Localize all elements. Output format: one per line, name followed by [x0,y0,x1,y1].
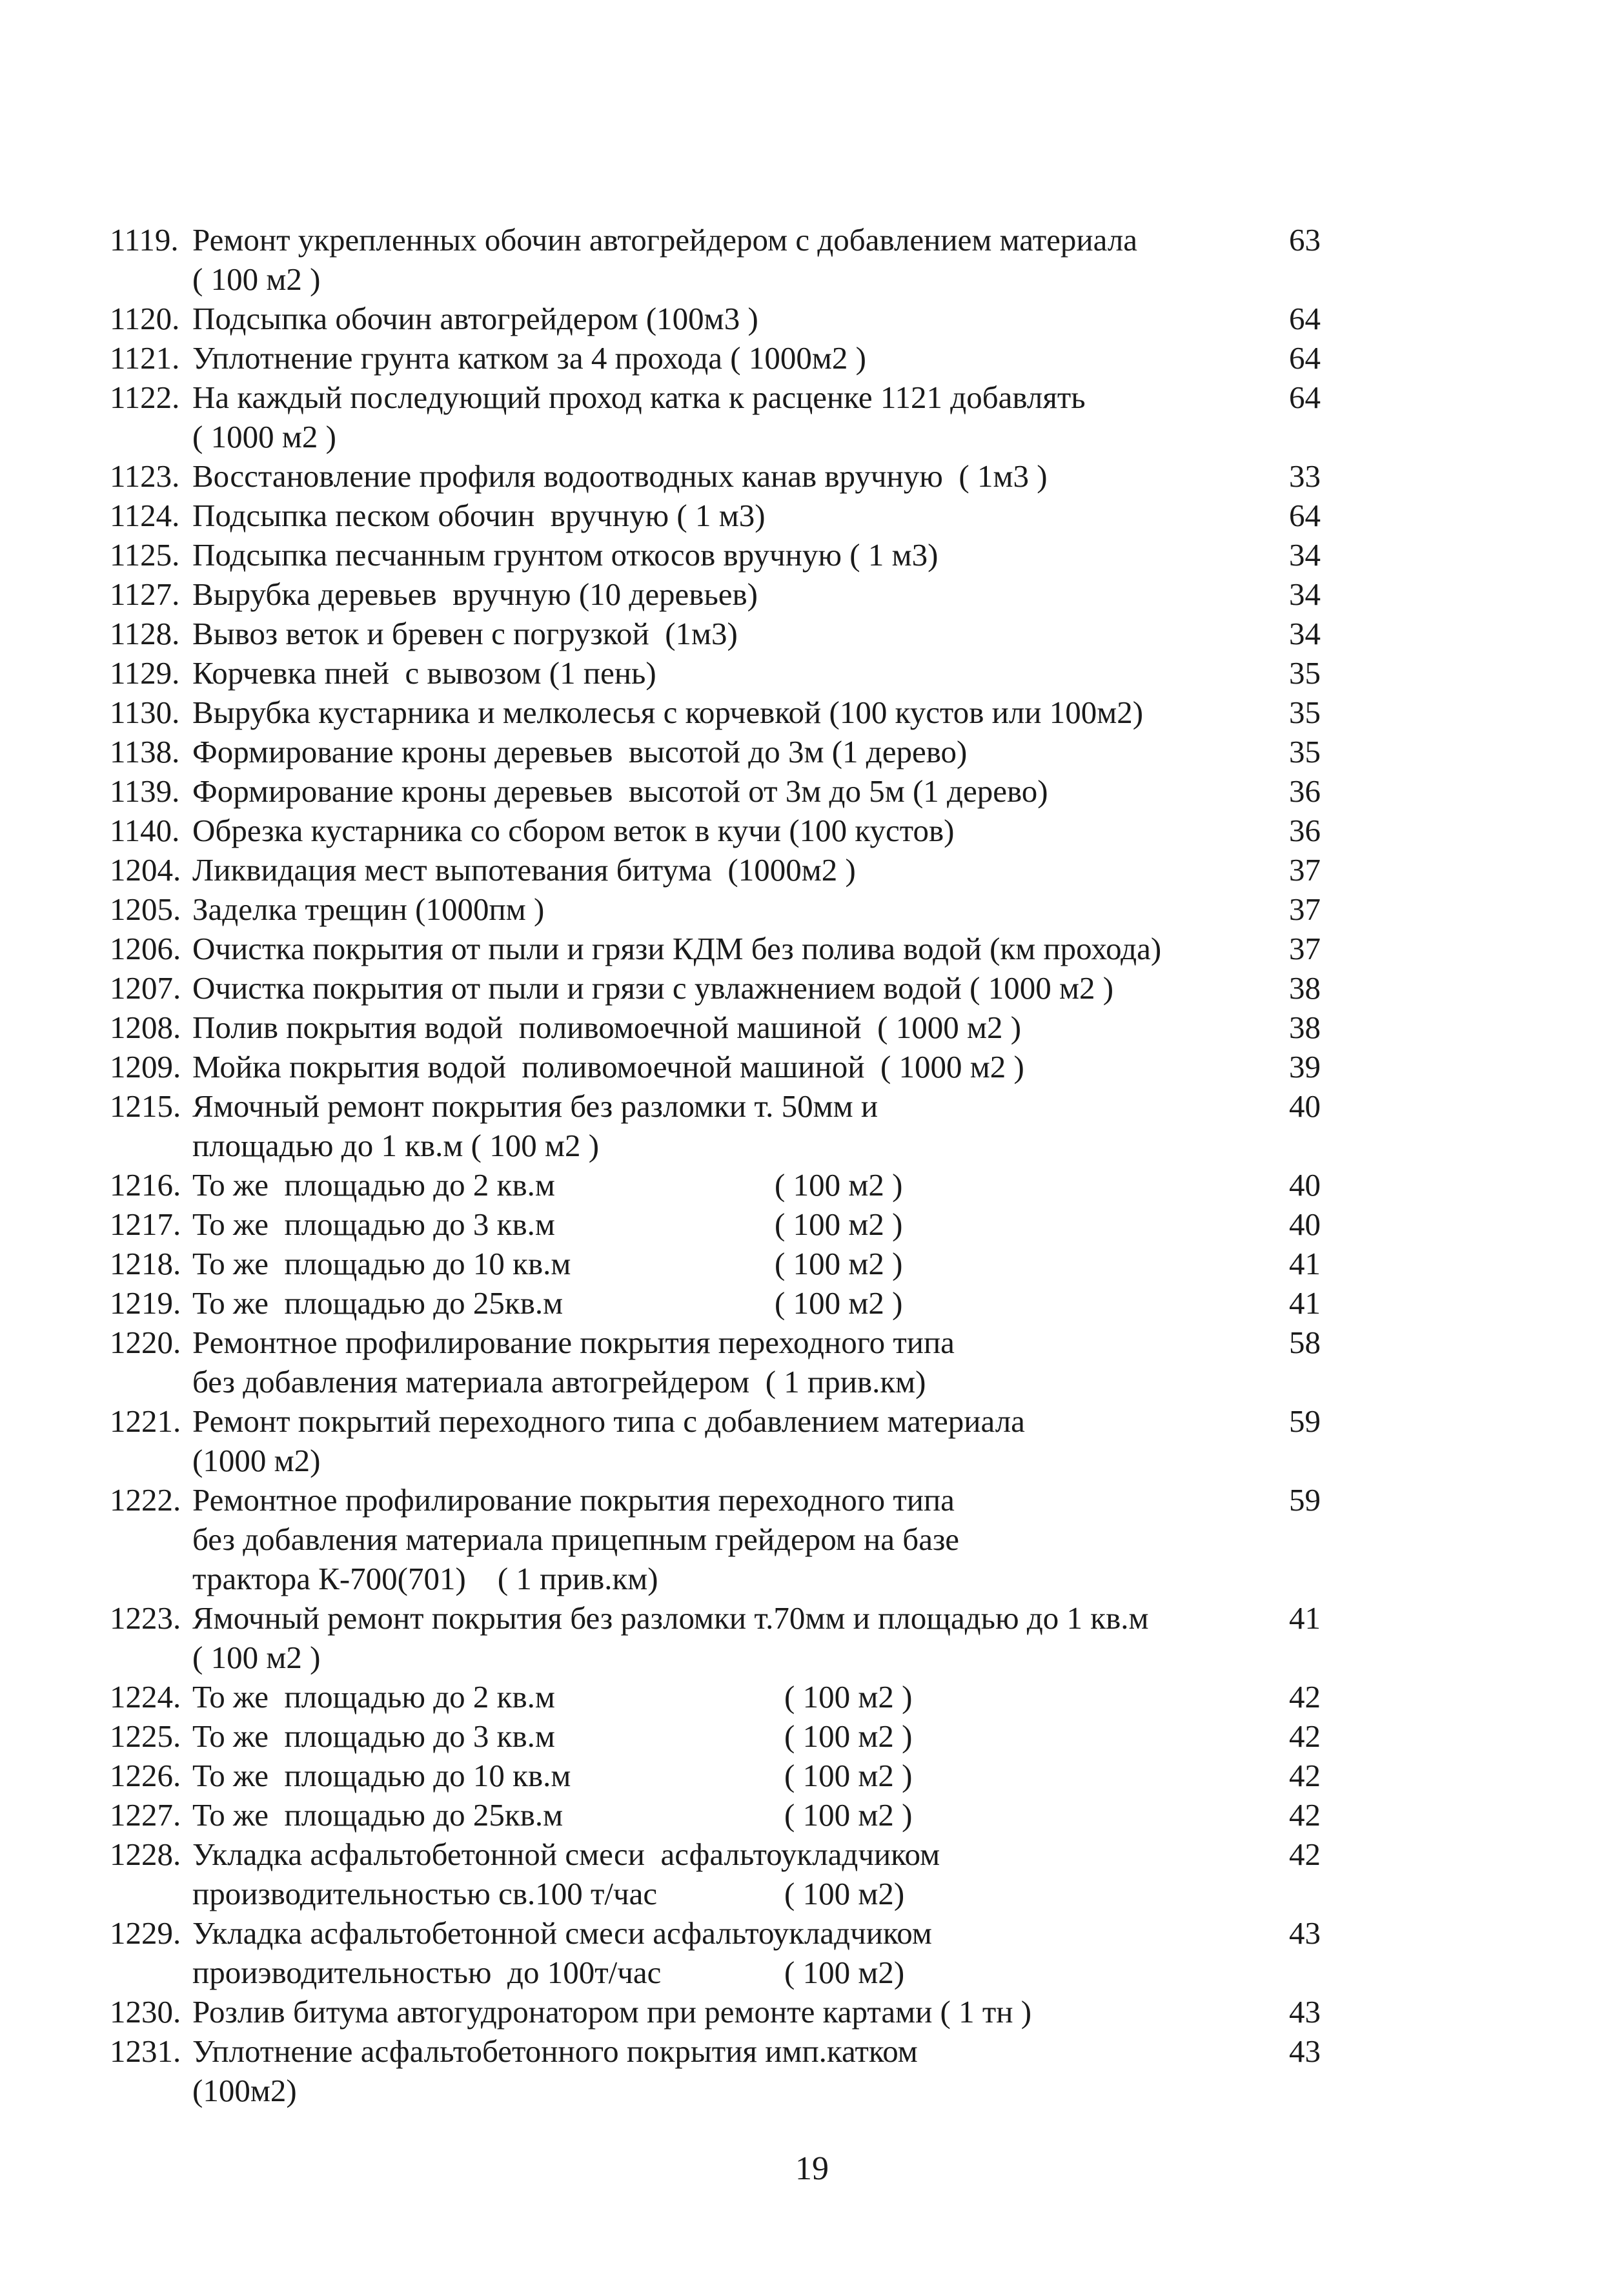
entry-line [0,1008,1624,1047]
entry-number: 1218. [110,1246,181,1281]
entry-line [0,1401,1624,1441]
entry-text: Уплотнение асфальтобетонного покрытия имп.катком [192,2033,918,2069]
entry-item [0,535,1624,575]
entry-text: без добавления материала прицепным грейдером на базе [192,1522,960,1557]
entry-number: 1124. [110,498,180,533]
entry-item [0,1165,1624,1205]
entry-item [0,614,1624,653]
entry-text: Ямочный ремонт покрытия без разломки т. 50мм и [192,1088,878,1124]
entry-text: Обрезка кустарника со сбором веток в кучи (100 кустов) [192,813,955,848]
entry-line [0,811,1624,850]
entry-item [0,1323,1624,1401]
entry-line [0,2031,1624,2071]
entry-unit: ( 100 м2 ) [784,1679,913,1715]
entry-text: (100м2) [192,2073,297,2108]
entry-item [0,1913,1624,1992]
entry-number: 1224. [110,1679,181,1715]
entry-text: Подсыпка обочин автогрейдером (100м3 ) [192,301,758,336]
entry-line [0,1441,1624,1480]
entry-text: Вырубка деревьев вручную (10 деревьев) [192,576,758,612]
entry-number: 1230. [110,1994,181,2030]
entry-item [0,1086,1624,1165]
entry-text: Полив покрытия водой поливомоечной машиной ( 1000 м2 ) [192,1010,1022,1045]
entry-text: Укладка асфальтобетонной смеси асфальтоукладчиком [192,1837,940,1872]
entry-page-ref: 40 [1289,1088,1321,1124]
entry-item [0,732,1624,771]
entry-line [0,456,1624,496]
entry-page-ref: 35 [1289,655,1321,691]
entry-page-ref: 43 [1289,1915,1321,1951]
entry-line [0,1638,1624,1677]
entry-number: 1217. [110,1206,181,1242]
entry-item [0,575,1624,614]
entry-number: 1119. [110,222,179,258]
entry-line [0,220,1624,260]
entry-page-ref: 41 [1289,1285,1321,1321]
entry-item [0,1756,1624,1795]
entry-page-ref: 63 [1289,222,1321,258]
entry-text: То же площадью до 3 кв.м [192,1718,555,1754]
entry-text: Формирование кроны деревьев высотой до 3м (1 дерево) [192,734,968,769]
entry-line [0,1362,1624,1401]
entry-page-ref: 42 [1289,1718,1321,1754]
entry-line [0,653,1624,693]
entry-line [0,1756,1624,1795]
entry-page-ref: 42 [1289,1837,1321,1872]
entry-item [0,1835,1624,1913]
page-number: 19 [795,2150,829,2187]
entry-unit: ( 100 м2 ) [775,1167,903,1203]
entry-number: 1229. [110,1915,181,1951]
entry-item [0,1244,1624,1283]
entry-number: 1231. [110,2033,181,2069]
entry-text: То же площадью до 10 кв.м [192,1246,571,1281]
entry-text: проиэводительностью до 100т/час [192,1955,662,1990]
entry-text: (1000 м2) [192,1443,321,1478]
entry-page-ref: 34 [1289,537,1321,573]
entry-item [0,496,1624,535]
entry-line [0,535,1624,575]
entry-text: Мойка покрытия водой поливомоечной машиной ( 1000 м2 ) [192,1049,1024,1084]
entry-text: Ремонт укрепленных обочин автогрейдером с добавлением материала [192,222,1138,258]
entry-item [0,378,1624,456]
entry-text: Формирование кроны деревьев высотой от 3м до 5м (1 дерево) [192,773,1048,809]
entry-line [0,1520,1624,1559]
entry-number: 1222. [110,1482,181,1518]
entry-line [0,1559,1624,1598]
entry-text: ( 100 м2 ) [192,261,321,297]
entry-text: Восстановление профиля водоотводных канав вручную ( 1м3 ) [192,458,1048,494]
entry-line [0,1716,1624,1756]
entry-line [0,1086,1624,1126]
entry-item [0,929,1624,968]
entry-item [0,338,1624,378]
entry-text: Очистка покрытия от пыли и грязи с увлажнением водой ( 1000 м2 ) [192,970,1114,1006]
entry-page-ref: 36 [1289,813,1321,848]
entry-item [0,1992,1624,2031]
entry-text: Ликвидация мест выпотевания битума (1000м2 ) [192,852,856,888]
entry-page-ref: 41 [1289,1246,1321,1281]
entry-number: 1125. [110,537,180,573]
entry-number: 1221. [110,1403,181,1439]
entry-number: 1204. [110,852,181,888]
entry-text: То же площадью до 2 кв.м [192,1679,555,1715]
entry-page-ref: 35 [1289,734,1321,769]
entry-item [0,1480,1624,1598]
entry-number: 1123. [110,458,180,494]
entry-line [0,1992,1624,2031]
entry-text: Ямочный ремонт покрытия без разломки т.70мм и площадью до 1 кв.м [192,1600,1149,1636]
entry-page-ref: 43 [1289,2033,1321,2069]
entry-line [0,496,1624,535]
entry-line [0,1165,1624,1205]
entry-item [0,1677,1624,1716]
entry-number: 1138. [110,734,180,769]
entry-text: Корчевка пней с вывозом (1 пень) [192,655,656,691]
entry-unit: ( 100 м2 ) [784,1797,913,1833]
entry-text: Ремонт покрытий переходного типа с добавлением материала [192,1403,1025,1439]
entry-page-ref: 41 [1289,1600,1321,1636]
entry-text: производительностью св.100 т/час [192,1876,658,1911]
entry-page-ref: 59 [1289,1403,1321,1439]
entry-item [0,1598,1624,1677]
entry-page-ref: 64 [1289,301,1321,336]
entry-number: 1215. [110,1088,181,1124]
entry-item [0,1008,1624,1047]
entry-item [0,220,1624,299]
entry-line [0,929,1624,968]
entry-item [0,968,1624,1008]
entry-item [0,1047,1624,1086]
entry-page-ref: 43 [1289,1994,1321,2030]
entry-line [0,1323,1624,1362]
entry-text: То же площадью до 2 кв.м [192,1167,555,1203]
entry-line [0,771,1624,811]
entry-text: Уплотнение грунта катком за 4 прохода ( 1000м2 ) [192,340,866,376]
entry-item [0,1283,1624,1323]
entry-line [0,575,1624,614]
entry-page-ref: 33 [1289,458,1321,494]
entry-page-ref: 38 [1289,1010,1321,1045]
entry-line [0,1047,1624,1086]
entry-text: Ремонтное профилирование покрытия переходного типа [192,1482,955,1518]
entry-text: Подсыпка песчанным грунтом откосов вручную ( 1 м3) [192,537,939,573]
entry-number: 1226. [110,1758,181,1793]
entry-page-ref: 64 [1289,340,1321,376]
entry-number: 1227. [110,1797,181,1833]
entry-line [0,1953,1624,1992]
entry-number: 1128. [110,616,180,651]
entry-page-ref: 58 [1289,1325,1321,1360]
entry-line [0,1677,1624,1716]
entry-line [0,968,1624,1008]
entry-page-ref: 34 [1289,576,1321,612]
entry-page-ref: 38 [1289,970,1321,1006]
entry-line [0,732,1624,771]
entry-item [0,771,1624,811]
entry-unit: ( 100 м2 ) [775,1246,903,1281]
entry-line [0,260,1624,299]
entry-text: На каждый последующий проход катка к расценке 1121 добавлять [192,380,1086,415]
entry-line [0,1283,1624,1323]
entry-text: То же площадью до 25кв.м [192,1797,563,1833]
entry-line [0,850,1624,890]
entry-text: Укладка асфальтобетонной смеси асфальтоукладчиком [192,1915,932,1951]
entry-line [0,1795,1624,1835]
entry-item [0,811,1624,850]
entry-page-ref: 64 [1289,498,1321,533]
entry-unit: ( 100 м2 ) [775,1285,903,1321]
entry-line [0,417,1624,456]
entry-unit: ( 100 м2) [784,1955,905,1990]
entry-text: Вывоз веток и бревен с погрузкой (1м3) [192,616,738,651]
entry-text: То же площадью до 3 кв.м [192,1206,555,1242]
entry-number: 1206. [110,931,181,966]
entry-unit: ( 100 м2 ) [784,1718,913,1754]
entry-number: 1225. [110,1718,181,1754]
entry-text: Розлив битума автогудронатором при ремонте картами ( 1 тн ) [192,1994,1032,2030]
entry-item [0,1716,1624,1756]
entry-line [0,693,1624,732]
entry-page-ref: 40 [1289,1206,1321,1242]
entry-number: 1220. [110,1325,181,1360]
entry-page-ref: 37 [1289,852,1321,888]
entry-number: 1121. [110,340,180,376]
entry-text: Вырубка кустарника и мелколесья с корчевкой (100 кустов или 100м2) [192,695,1144,730]
entry-page-ref: 37 [1289,891,1321,927]
entry-number: 1223. [110,1600,181,1636]
entry-unit: ( 100 м2 ) [775,1206,903,1242]
entry-text: площадью до 1 кв.м ( 100 м2 ) [192,1128,600,1163]
entry-text: трактора К-700(701) ( 1 прив.км) [192,1561,658,1596]
entry-text: То же площадью до 25кв.м [192,1285,563,1321]
entry-item [0,1795,1624,1835]
entry-page-ref: 64 [1289,380,1321,415]
entry-line [0,1598,1624,1638]
entry-number: 1209. [110,1049,181,1084]
entry-line [0,299,1624,338]
entry-item [0,693,1624,732]
entry-page-ref: 42 [1289,1758,1321,1793]
entry-page-ref: 59 [1289,1482,1321,1518]
entry-line [0,1480,1624,1520]
entry-line [0,1244,1624,1283]
entry-text: То же площадью до 10 кв.м [192,1758,571,1793]
entry-number: 1127. [110,576,180,612]
entry-unit: ( 100 м2 ) [784,1758,913,1793]
entry-text: Заделка трещин (1000пм ) [192,891,545,927]
entry-text: Ремонтное профилирование покрытия переходного типа [192,1325,955,1360]
entry-number: 1205. [110,891,181,927]
entry-item [0,1401,1624,1480]
entry-page-ref: 40 [1289,1167,1321,1203]
entry-text: ( 1000 м2 ) [192,419,336,454]
entry-line [0,614,1624,653]
entry-number: 1139. [110,773,180,809]
entry-page-ref: 36 [1289,773,1321,809]
entry-line [0,1126,1624,1165]
entry-line [0,378,1624,417]
entry-item [0,653,1624,693]
entry-line [0,1835,1624,1874]
entry-number: 1219. [110,1285,181,1321]
entry-number: 1122. [110,380,180,415]
entry-number: 1130. [110,695,180,730]
entry-page-ref: 42 [1289,1679,1321,1715]
entry-item [0,850,1624,890]
entry-page-ref: 39 [1289,1049,1321,1084]
entry-number: 1120. [110,301,180,336]
entry-page-ref: 35 [1289,695,1321,730]
entry-item [0,299,1624,338]
entry-line [0,890,1624,929]
entry-text: Очистка покрытия от пыли и грязи КДМ без полива водой (км прохода) [192,931,1162,966]
entry-page-ref: 37 [1289,931,1321,966]
entry-line [0,1205,1624,1244]
entry-number: 1208. [110,1010,181,1045]
entry-item [0,1205,1624,1244]
entry-number: 1129. [110,655,180,691]
entry-number: 1216. [110,1167,181,1203]
entry-unit: ( 100 м2) [784,1876,905,1911]
entry-line [0,2071,1624,2110]
entry-line [0,1874,1624,1913]
entry-text: ( 100 м2 ) [192,1640,321,1675]
entry-line [0,338,1624,378]
entry-page-ref: 34 [1289,616,1321,651]
entry-page-ref: 42 [1289,1797,1321,1833]
entry-item [0,456,1624,496]
entry-number: 1228. [110,1837,181,1872]
entry-text: без добавления материала автогрейдером ( 1 прив.км) [192,1364,926,1400]
entry-number: 1207. [110,970,181,1006]
entry-item [0,2031,1624,2110]
entry-item [0,890,1624,929]
entry-line [0,1913,1624,1953]
entry-text: Подсыпка песком обочин вручную ( 1 м3) [192,498,766,533]
entry-number: 1140. [110,813,180,848]
